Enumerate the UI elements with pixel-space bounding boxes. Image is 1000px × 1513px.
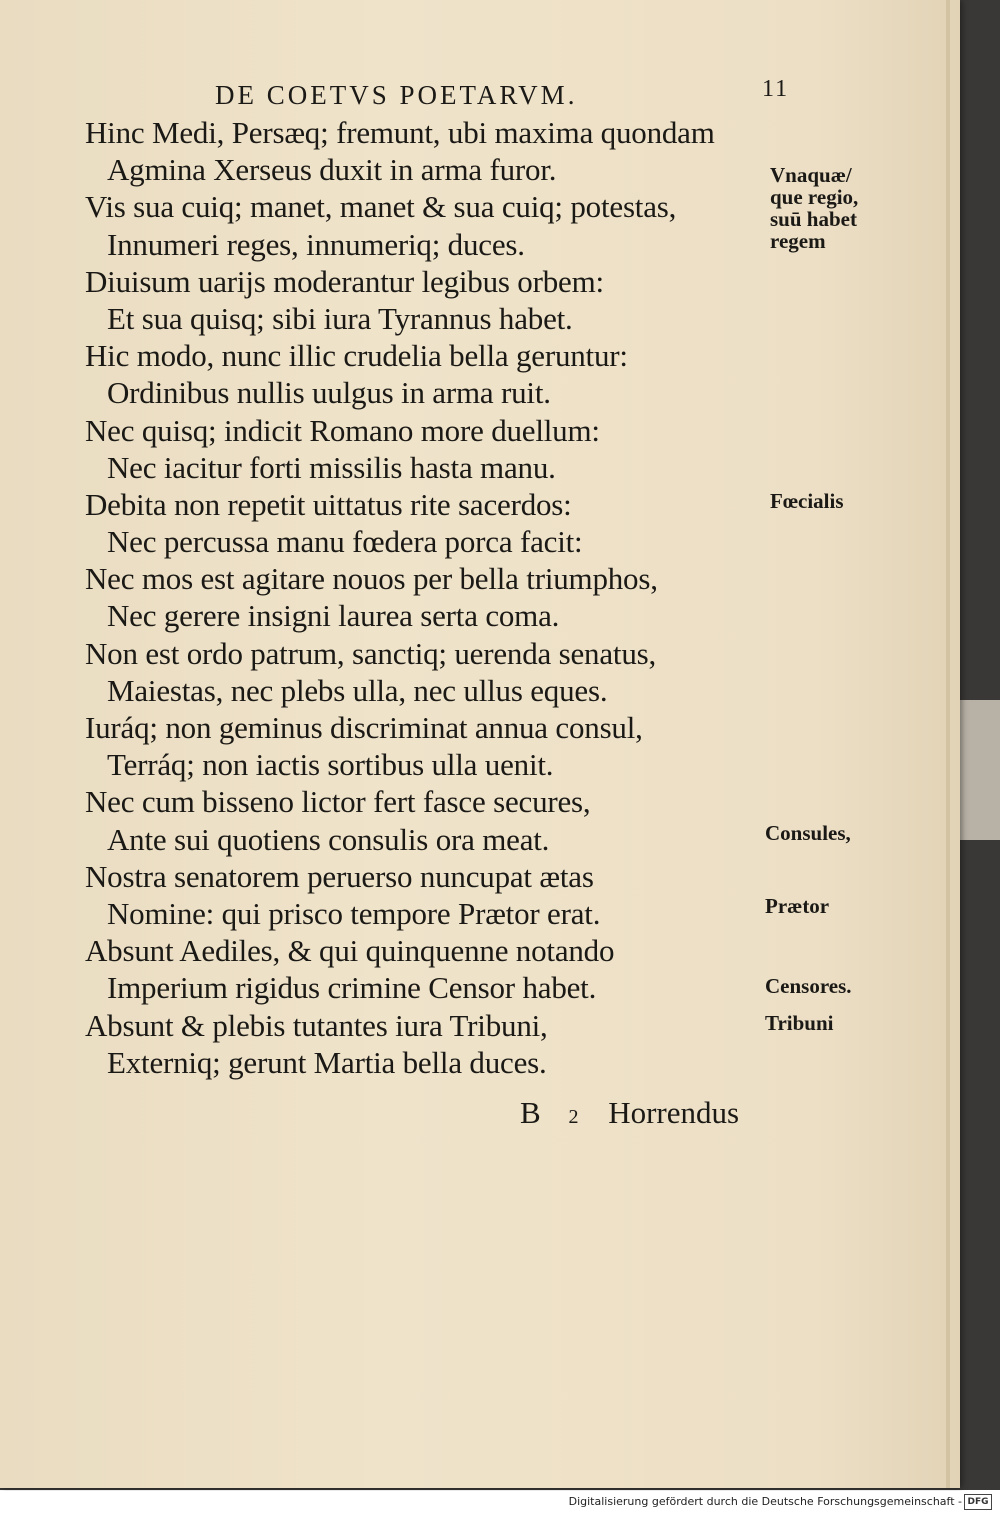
margin-note-line: Vnaquæ/ [770,163,852,187]
margin-note-tribuni: Tribuni [765,1011,834,1035]
verse-line: Nomine: qui prisco tempore Prætor erat. [107,895,601,931]
catchline [520,1095,739,1131]
verse-line: Nec quisq; indicit Romano more duellum: [85,412,600,448]
margin-note-foecialis: Fœcialis [770,489,844,513]
verse-line: Debita non repetit uittatus rite sacerdos: [85,486,572,522]
margin-note-unaquaeque [770,164,858,252]
folio-number: 11 [762,76,790,102]
verse-line: Nec cum bisseno lictor fert fasce secures, [85,784,591,820]
verse-line: Terráq; non iactis sortibus ulla uenit. [107,747,554,783]
footer-credit: Digitalisierung gefördert durch die Deutsche Forschungsgemeinschaft - [568,1495,962,1508]
verse-line: Nec mos est agitare nouos per bella triumphos, [85,561,658,597]
signature-letter: B [520,1095,541,1130]
verse-line: Externiq; gerunt Martia bella duces. [107,1044,547,1080]
verse-line: Et sua quisq; sibi iura Tyrannus habet. [107,300,573,336]
verse-line: Diuisum uarijs moderantur legibus orbem: [85,263,604,299]
verse-line: Hinc Medi, Persæq; fremunt, ubi maxima quondam [85,115,715,150]
verse-line: Nec iacitur forti missilis hasta manu. [107,449,556,485]
verse-line: Iuráq; non geminus discriminat annua consul, [85,710,643,745]
verse-line: Nostra senatorem peruerso nuncupat ætas [85,858,594,894]
verse-line: Ante sui quotiens consulis ora meat. [107,821,550,857]
verse-line: Hic modo, nunc illic crudelia bella geruntur: [85,338,628,374]
verse-line: Nec gerere insigni laurea serta coma. [107,598,560,634]
verse-line: Absunt Aediles, & qui quinquenne notando [85,933,615,969]
dfg-logo: DFG [964,1494,992,1510]
running-title: DE COETVS POETARVM. [215,80,578,110]
margin-note-line: suū habet [770,207,857,231]
verse-line: Non est ordo patrum, sanctiq; uerenda senatus, [85,635,657,671]
verse-line: Nec percussa manu fœdera porca facit: [107,524,583,560]
footer-bar [0,1491,1000,1513]
verse-list [85,114,715,1081]
page-edge [946,0,950,1488]
verse-line: Innumeri reges, innumeriq; duces. [107,226,525,262]
verse-line: Agmina Xerseus duxit in arma furor. [107,152,557,188]
margin-note-praetor: Prætor [765,894,830,918]
margin-note-consules: Consules, [765,821,851,845]
verse-line: Absunt & plebis tutantes iura Tribuni, [85,1007,548,1043]
catchword: Horrendus [608,1095,740,1130]
margin-note-censores: Censores. [765,974,852,998]
verse-line: Maiestas, nec plebs ulla, nec ullus eques. [107,672,608,708]
signature-number: 2 [568,1106,579,1128]
verse-line: Ordinibus nullis uulgus in arma ruit. [107,375,551,411]
margin-note-line: que regio, [770,185,859,209]
verse-line: Vis sua cuiq; manet, manet & sua cuiq; potestas, [85,189,677,225]
margin-note-line: regem [770,229,826,253]
verse-line: Imperium rigidus crimine Censor habet. [107,970,597,1006]
